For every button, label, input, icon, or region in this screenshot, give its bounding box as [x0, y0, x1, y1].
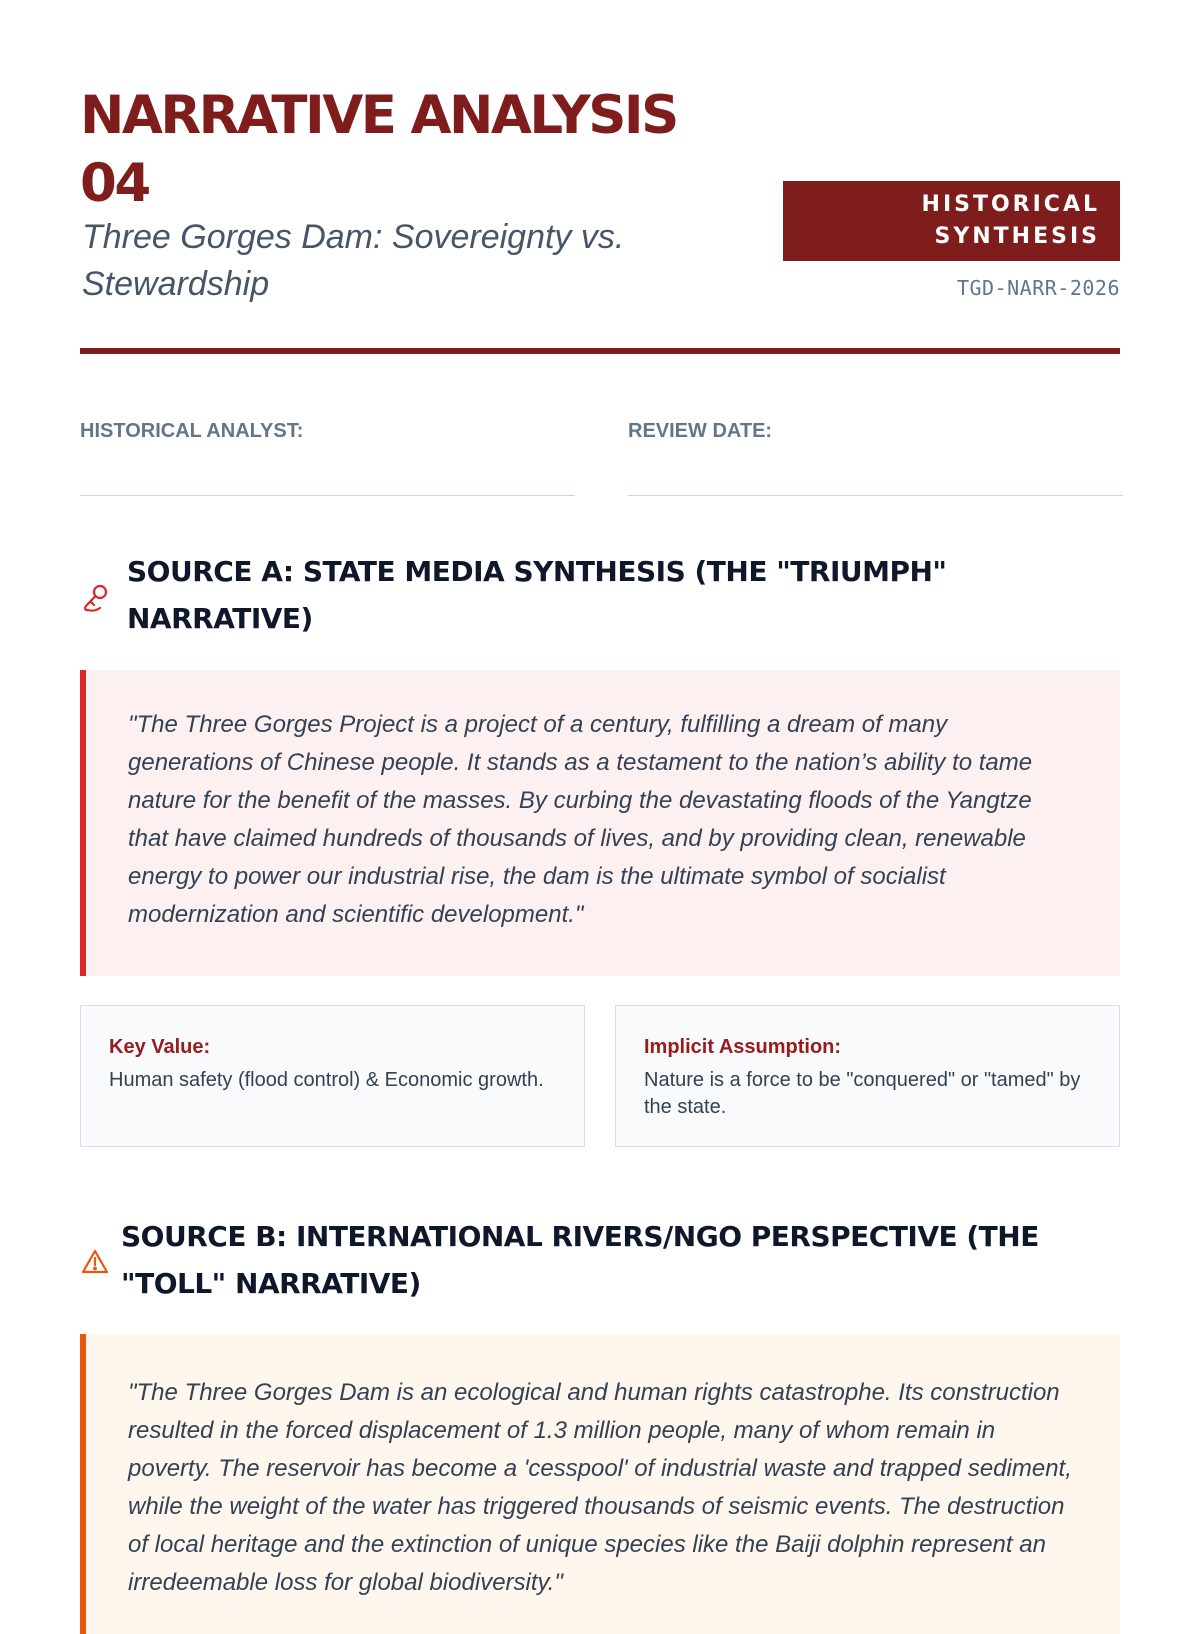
implicit-assumption-text: Nature is a force to be "conquered" or "tamed" by the state. [644, 1069, 1081, 1118]
category-badge [783, 181, 1120, 261]
review-date-input-line [628, 495, 1123, 496]
badge-line-1: HISTORICAL [921, 192, 1100, 217]
source-a-quote: "The Three Gorges Project is a project of a century, fulfilling a dream of many generations of Chinese people. It stands as a testament to the nation’s ability to tame nature for the benefit of the masses. By curbing the devastating floods of the Yangtze that have claimed hundreds of thousands of lives, and by providing clean, renewable energy to power our industrial rise, the dam is the ultimate symbol of socialist modernization and scientific development." [80, 670, 1120, 976]
source-a-title: SOURCE A: STATE MEDIA SYNTHESIS (THE "TRIUMPH" NARRATIVE) [127, 555, 947, 635]
title-line-2: 04 [80, 153, 149, 214]
key-value-card [80, 1005, 585, 1147]
source-b-quote: "The Three Gorges Dam is an ecological and human rights catastrophe. Its construction resulted in the forced displacement of 1.3 million people, many of whom remain in poverty. The reservoir has become a 'cesspool' of industrial waste and trapped sediment, while the weight of the water has triggered thousands of seismic events. The destruction of local heritage and the extinction of unique species like the Baiji dolphin represent an irredeemable loss for global biodiversity." [80, 1334, 1120, 1634]
header-divider [80, 348, 1120, 354]
document-code: TGD-NARR-2026 [956, 276, 1120, 300]
analyst-input-line [80, 495, 575, 496]
source-b-title: SOURCE B: INTERNATIONAL RIVERS/NGO PERSPECTIVE (THE "TOLL" NARRATIVE) [121, 1220, 1039, 1300]
analyst-field[interactable] [80, 420, 575, 443]
analyst-label: HISTORICAL ANALYST: [80, 420, 304, 442]
badge-line-2: SYNTHESIS [934, 224, 1100, 249]
review-date-label: REVIEW DATE: [628, 420, 773, 442]
source-a-analysis-cards [80, 1005, 1120, 1147]
implicit-assumption-card [615, 1005, 1120, 1147]
header [80, 0, 1120, 360]
source-b-heading [80, 1213, 1120, 1313]
meta-fields [80, 420, 1120, 500]
key-value-label: Key Value: [109, 1036, 211, 1058]
page-title [80, 82, 780, 218]
implicit-assumption-label: Implicit Assumption: [644, 1036, 842, 1058]
review-date-field[interactable] [628, 420, 1123, 443]
microphone-icon [80, 582, 112, 614]
warning-triangle-icon [80, 1247, 112, 1279]
source-a-heading [80, 548, 1120, 648]
key-value-text: Human safety (flood control) & Economic growth. [109, 1069, 544, 1091]
worksheet-page [80, 0, 1120, 1596]
title-line-1: NARRATIVE ANALYSIS [80, 85, 677, 146]
page-subtitle: Three Gorges Dam: Sovereignty vs. Stewardship [82, 218, 625, 303]
